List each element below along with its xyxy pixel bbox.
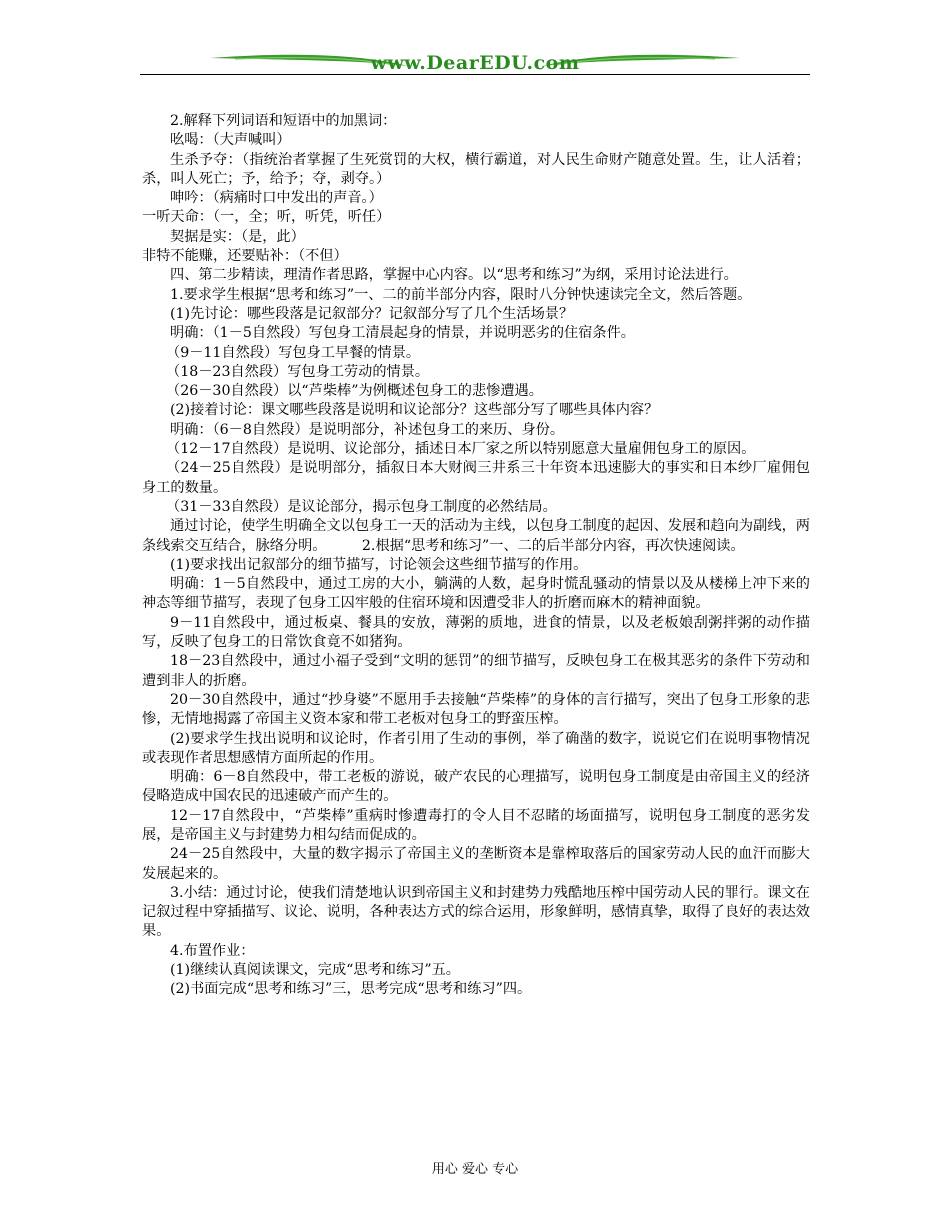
paragraph: 明确：1－5自然段中，通过工房的大小，躺满的人数，起身时慌乱骚动的情景以及从楼梯上冲下来的神态等细节描写，表现了包身工囚牢般的住宿环境和因遭受非人的折磨而麻木的精神面貌。 xyxy=(142,576,810,612)
paragraph: （26－30自然段）以“芦柴棒”为例概述包身工的悲惨遭遇。 xyxy=(166,383,543,400)
paragraph: (2)接着讨论：课文哪些段落是说明和议论部分？这些部分写了哪些具体内容？ xyxy=(170,402,659,419)
paragraph: 明确：（1－5自然段）写包身工清晨起身的情景，并说明恶劣的住宿条件。 xyxy=(170,325,635,342)
paragraph: (1)继续认真阅读课文，完成“思考和练习”五。 xyxy=(170,962,460,979)
paragraph: 吆喝：（大声喊叫） xyxy=(170,132,291,149)
paragraph: 2.解释下列词语和短语中的加黑词： xyxy=(170,113,397,129)
paragraph: (2)要求学生找出说明和议论时，作者引用了生动的事例，举了确凿的数字，说说它们在说明事物情况或表现作者思想感情方面所起的作用。 xyxy=(142,730,810,766)
paragraph: （12－17自然段）是说明、议论部分，插述日本厂家之所以特别愿意大量雇佣包身工的原因。 xyxy=(166,441,756,458)
paragraph: 生杀予夺：（指统治者掌握了生死赏罚的大权，横行霸道，对人民生命财产随意处置。生，让人活着；杀，叫人死亡；予，给予；夺，剥夺。） xyxy=(142,151,810,187)
paragraph: （24－25自然段）是说明部分，插叙日本大财阀三井系三十年资本迅速膨大的事实和日本纱厂雇佣包身工的数量。 xyxy=(142,460,810,496)
paragraph: 契据是实：（是，此） xyxy=(170,228,305,245)
paragraph: 18－23自然段中，通过小福子受到“文明的惩罚”的细节描写，反映包身工在极其恶劣的条件下劳动和遭到非人的折磨。 xyxy=(142,653,810,689)
header-rule xyxy=(140,74,810,75)
footer-slogan: 用心 爱心 专心 xyxy=(431,1162,519,1177)
paragraph: 呻吟：（病痛时口中发出的声音。） xyxy=(170,190,383,207)
paragraph: 一听天命：（一，全；听，听凭，听任） xyxy=(142,209,391,226)
paragraph: 24－25自然段中，大量的数字揭示了帝国主义的垄断资本是靠榨取落后的国家劳动人民的血汗而膨大发展起来的。 xyxy=(142,846,810,882)
paragraph: 20－30自然段中，通过“抄身婆”不愿用手去接触“芦柴棒”的身体的言行描写，突出了包身工形象的悲惨，无情地揭露了帝国主义资本家和带工老板对包身工的野蛮压榨。 xyxy=(142,691,810,728)
paragraph: （9－11自然段）写包身工早餐的情景。 xyxy=(166,344,421,361)
paragraph: (1)要求找出记叙部分的细节描写，讨论领会这些细节描写的作用。 xyxy=(170,556,588,573)
paragraph: 明确：（6－8自然段）是说明部分，补述包身工的来历、身份。 xyxy=(170,421,565,438)
paragraph: （31－33自然段）是议论部分，揭示包身工制度的必然结局。 xyxy=(166,498,557,515)
paragraph: 非特不能赚，还要贴补：（不但） xyxy=(142,248,348,265)
paragraph: (2)书面完成“思考和练习”三，思考完成“思考和练习”四。 xyxy=(170,981,532,998)
paragraph: 通过讨论，使学生明确全文以包身工一天的活动为主线，以包身工制度的起因、发展和趋向为副线，两条线索交互结合，脉络分明。 2.根据“思考和练习”一、二的后半部分内容，再次快速阅读。 xyxy=(142,518,810,554)
document-body xyxy=(142,112,810,1000)
paragraph: 明确：6－8自然段中，带工老板的游说，破产农民的心理描写，说明包身工制度是由帝国主义的经济侵略造成中国农民的迅速破产而产生的。 xyxy=(142,769,810,805)
site-logo: www.DearEDU.com xyxy=(370,52,580,74)
paragraph: (1)先讨论：哪些段落是记叙部分？记叙部分写了几个生活场景？ xyxy=(170,305,574,322)
paragraph: 9－11自然段中，通过板桌、餐具的安放，薄粥的质地，进食的情景，以及老板娘刮粥拌粥的动作描写，反映了包身工的日常饮食竟不如猪狗。 xyxy=(142,614,810,651)
paragraph: 4.布置作业： xyxy=(170,942,255,959)
paragraph: 1.要求学生根据“思考和练习”一、二的前半部分内容，限时八分钟快速读完全文，然后答题。 xyxy=(170,286,752,303)
paragraph: 12－17自然段中，“芦柴棒”重病时惨遭毒打的令人目不忍睹的场面描写，说明包身工制度的恶劣发展，是帝国主义与封建势力相勾结而促成的。 xyxy=(142,807,810,843)
paragraph: 3.小结：通过讨论，使我们清楚地认识到帝国主义和封建势力残酷地压榨中国劳动人民的罪行。课文在记叙过程中穿插描写、议论、说明，各种表达方式的综合运用，形象鲜明，感情真挚，取得了良好的表达效果。 xyxy=(142,884,810,940)
paragraph: 四、第二步精读，理清作者思路，掌握中心内容。以“思考和练习”为纲，采用讨论法进行。 xyxy=(170,267,738,284)
paragraph: （18－23自然段）写包身工劳动的情景。 xyxy=(166,363,430,380)
